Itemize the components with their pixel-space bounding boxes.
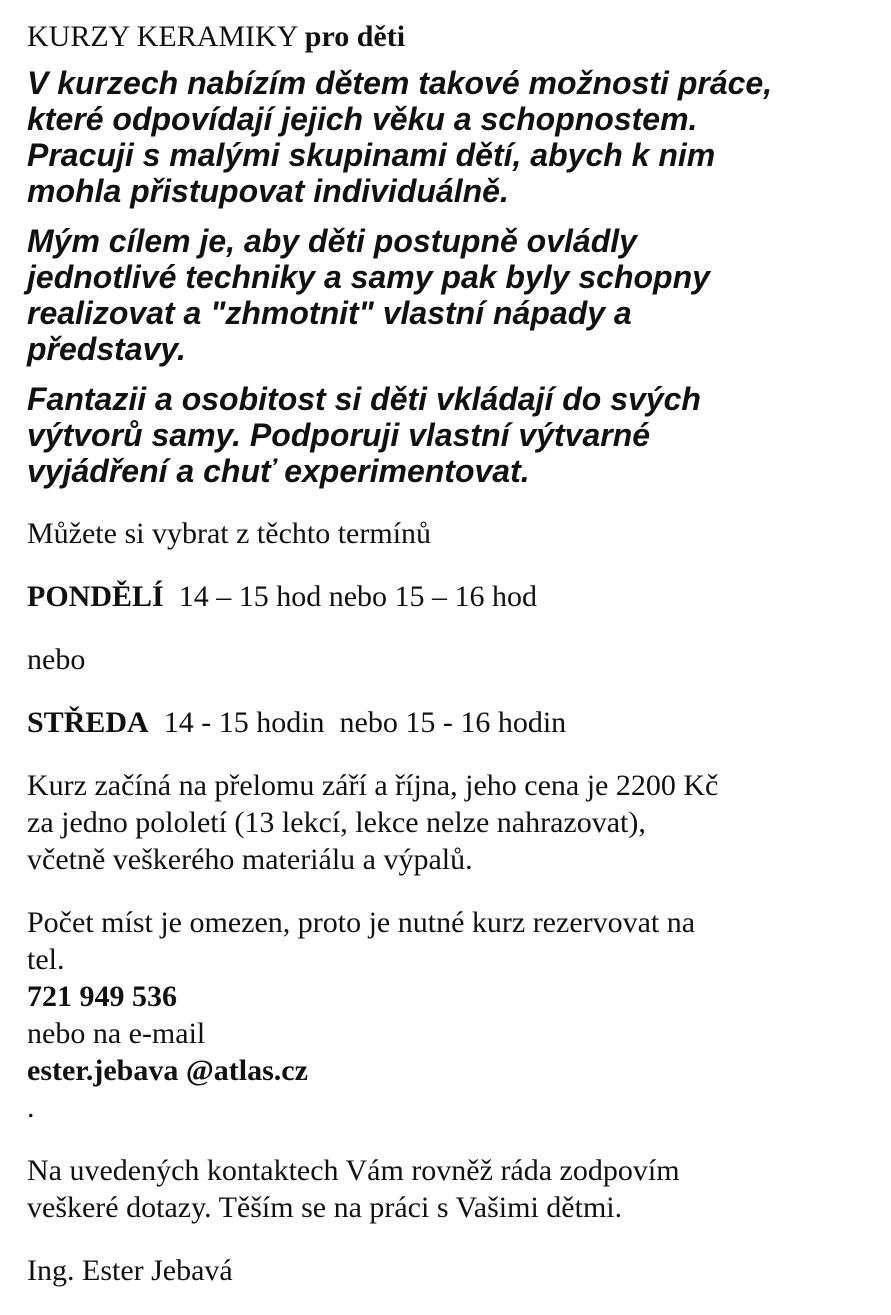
price-line: včetně veškerého materiálu a výpalů. bbox=[27, 843, 473, 876]
title-suffix: pro děti bbox=[304, 20, 406, 53]
tel-prefix: tel. bbox=[27, 943, 65, 976]
intro-paragraph-3 bbox=[27, 381, 877, 489]
email-address: ester.jebava @atlas.cz bbox=[27, 1054, 308, 1087]
intro-line: V kurzech nabízím dětem takové možnosti práce, bbox=[27, 65, 773, 101]
contact-paragraph bbox=[27, 904, 877, 1126]
wednesday-label: STŘEDA bbox=[27, 706, 149, 739]
intro-paragraph-1 bbox=[27, 65, 877, 209]
closing-line: veškeré dotazy. Těším se na práci s Vašimi dětmi. bbox=[27, 1191, 623, 1224]
contact-period: . bbox=[27, 1091, 35, 1124]
monday-label: PONDĚLÍ bbox=[27, 580, 164, 613]
page-title bbox=[27, 18, 877, 55]
intro-line: jednotlivé techniky a samy pak byly schopny bbox=[27, 259, 710, 295]
intro-line: vyjádření a chuť experimentovat. bbox=[27, 453, 530, 489]
intro-line: Fantazii a osobitost si děti vkládají do svých bbox=[27, 381, 701, 417]
schedule-wednesday bbox=[27, 704, 877, 741]
title-prefix: KURZY KERAMIKY bbox=[27, 20, 298, 53]
phone-number: 721 949 536 bbox=[27, 980, 177, 1013]
intro-paragraph-2 bbox=[27, 223, 877, 367]
intro-line: mohla přistupovat individuálně. bbox=[27, 173, 509, 209]
signature: Ing. Ester Jebavá bbox=[27, 1254, 233, 1287]
price-line: Kurz začíná na přelomu září a října, jeho cena je 2200 Kč bbox=[27, 769, 719, 802]
price-paragraph bbox=[27, 767, 877, 878]
intro-line: představy. bbox=[27, 331, 186, 367]
intro-line: které odpovídají jejich věku a schopnostem. bbox=[27, 101, 698, 137]
closing-paragraph bbox=[27, 1152, 877, 1226]
document-page bbox=[27, 18, 877, 1315]
schedule-intro: Můžete si vybrat z těchto termínů bbox=[27, 517, 432, 550]
contact-line-2 bbox=[27, 941, 877, 1126]
intro-line: Mým cílem je, aby děti postupně ovládly bbox=[27, 223, 637, 259]
closing-line: Na uvedených kontaktech Vám rovněž ráda zodpovím bbox=[27, 1154, 680, 1187]
wednesday-times: 14 - 15 hodin nebo 15 - 16 hodin bbox=[163, 706, 567, 739]
monday-times: 14 – 15 hod nebo 15 – 16 hod bbox=[178, 580, 538, 613]
schedule-or: nebo bbox=[27, 643, 86, 676]
intro-line: realizovat a "zhmotnit" vlastní nápady a bbox=[27, 295, 632, 331]
schedule-monday bbox=[27, 578, 877, 615]
price-line: za jedno pololetí (13 lekcí, lekce nelze nahrazovat), bbox=[27, 806, 646, 839]
contact-line: Počet míst je omezen, proto je nutné kurz rezervovat na bbox=[27, 906, 696, 939]
email-prefix: nebo na e-mail bbox=[27, 1017, 206, 1050]
intro-line: výtvorů samy. Podporuji vlastní výtvarné bbox=[27, 417, 651, 453]
intro-line: Pracuji s malými skupinami dětí, abych k nim bbox=[27, 137, 716, 173]
